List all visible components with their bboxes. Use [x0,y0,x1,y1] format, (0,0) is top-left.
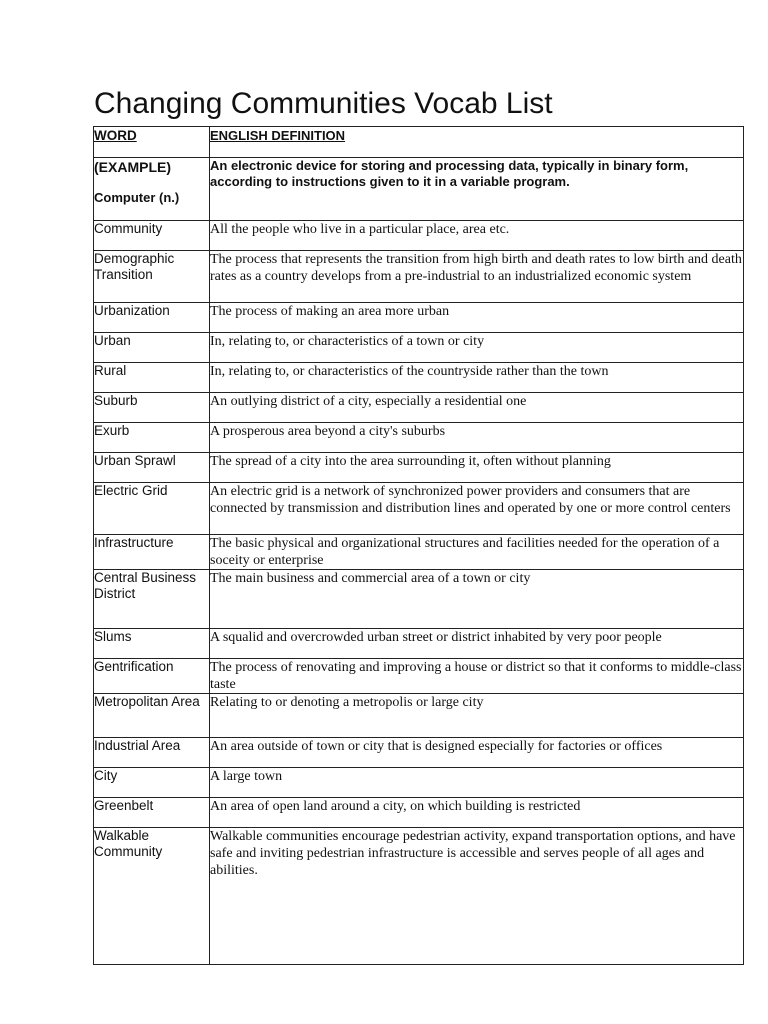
vocab-word: Demographic Transition [94,251,210,303]
vocab-row [94,363,744,393]
vocab-word: Slums [94,629,210,659]
vocab-definition: The main business and commercial area of a town or city [210,570,744,629]
vocab-definition: The process of making an area more urban [210,303,744,333]
page-title: Changing Communities Vocab List [94,87,553,120]
vocab-definition: The spread of a city into the area surrounding it, often without planning [210,453,744,483]
vocab-word: Suburb [94,393,210,423]
vocab-word: Urban Sprawl [94,453,210,483]
example-word-cell [94,158,210,221]
vocab-word: Electric Grid [94,483,210,535]
vocab-word: Industrial Area [94,738,210,768]
vocab-row [94,303,744,333]
example-definition: An electronic device for storing and processing data, typically in binary form, according to instructions given to it in a variable program. [210,158,744,221]
vocab-row [94,251,744,303]
example-row [94,158,744,221]
vocab-row [94,423,744,453]
vocab-definition: The basic physical and organizational structures and facilities needed for the operation of a soceity or enterprise [210,535,744,570]
vocab-row [94,393,744,423]
vocab-definition: Walkable communities encourage pedestrian activity, expand transportation options, and have safe and inviting pedestrian infrastructure is accessible and serves people of all ages and abilities. [210,828,744,965]
example-word: Computer (n.) [94,190,180,205]
vocab-row [94,828,744,965]
vocab-word: Infrastructure [94,535,210,570]
header-row [94,127,744,158]
vocab-definition: An outlying district of a city, especially a residential one [210,393,744,423]
vocab-row [94,659,744,694]
vocab-word: City [94,768,210,798]
vocab-definition: In, relating to, or characteristics of a town or city [210,333,744,363]
vocab-row [94,221,744,251]
example-label: (EXAMPLE) [94,159,171,175]
vocab-word: Exurb [94,423,210,453]
vocab-word: Walkable Community [94,828,210,965]
vocab-row [94,453,744,483]
vocab-definition: An electric grid is a network of synchronized power providers and consumers that are connected by transmission and distribution lines and operated by one or more control centers [210,483,744,535]
vocab-row [94,798,744,828]
vocab-word: Rural [94,363,210,393]
vocab-definition: Relating to or denoting a metropolis or large city [210,694,744,738]
vocab-row [94,535,744,570]
vocab-row [94,694,744,738]
vocab-definition: All the people who live in a particular place, area etc. [210,221,744,251]
vocab-word: Community [94,221,210,251]
vocab-word: Metropolitan Area [94,694,210,738]
vocab-definition: A prosperous area beyond a city's suburbs [210,423,744,453]
word-column-header: WORD [94,127,210,158]
vocab-definition: In, relating to, or characteristics of the countryside rather than the town [210,363,744,393]
vocab-definition: An area of open land around a city, on which building is restricted [210,798,744,828]
vocab-definition: A squalid and overcrowded urban street or district inhabited by very poor people [210,629,744,659]
vocab-row [94,629,744,659]
vocab-definition: An area outside of town or city that is designed especially for factories or offices [210,738,744,768]
vocab-row [94,738,744,768]
vocab-row [94,483,744,535]
vocab-row [94,570,744,629]
definition-column-header: ENGLISH DEFINITION [210,127,744,158]
vocab-word: Urbanization [94,303,210,333]
vocab-row [94,333,744,363]
vocab-definition: The process that represents the transition from high birth and death rates to low birth and death rates as a country develops from a pre-industrial to an industrialized economic system [210,251,744,303]
vocab-definition: A large town [210,768,744,798]
vocab-word: Central Business District [94,570,210,629]
vocab-table [93,126,744,965]
vocab-word: Gentrification [94,659,210,694]
vocab-word: Urban [94,333,210,363]
vocab-row [94,768,744,798]
vocab-word: Greenbelt [94,798,210,828]
vocab-definition: The process of renovating and improving a house or district so that it conforms to middle-class taste [210,660,742,692]
